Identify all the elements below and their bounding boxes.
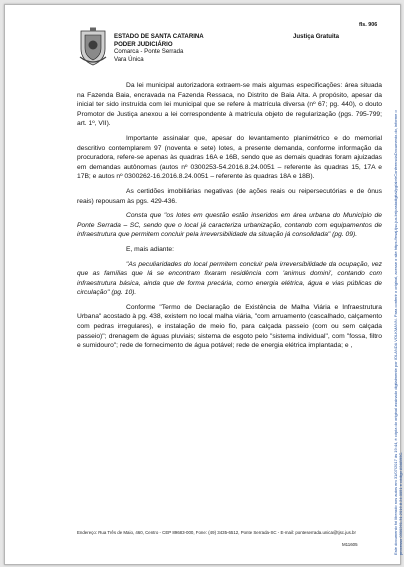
paragraph: Da lei municipal autorizadora extraem-se mais algumas especificações: área situada na Fazenda Baia, encravada na Fazenda Ressaca, no Distrito de Baia Alta. A propósito, apesar da inicial ter sido instruída com lei municipal que se refere à matrícula diversa (nº 67; pg. 440), o douto Promotor de Justiça anexou a lei correspondente à matrícula objeto de regularização (pgs. 795-799; art. 1º, VII). [77, 82, 382, 128]
court-name: Vara Única [114, 55, 144, 63]
judicial-power: PODER JUDICIÁRIO [114, 40, 173, 48]
side-note-text: Este documento foi liberado nos autos em 31/07/2017 às 19:44, é cópia do original assinado digitalmente por IOLANDA VOLKMANN. Para conferir o original, acesse o site https://esaj.tjsc.jus.br/pastadigital/pg/abrirConferenciaDocumento.do, informe o processo 0300261-31.2016.8.24.0051 e código A9AB95C. [393, 110, 404, 555]
district-name: Comarca - Ponte Serrada [114, 48, 184, 56]
paragraph: E, mais adiante: [126, 245, 174, 253]
footer-code: M11605 [342, 542, 358, 547]
quoted-paragraph: "As peculiaridades do local permitem concluir pela irreversibilidade da ocupação, vez que as famílias que lá se encontram fixaram residência com 'animus domini', contando com infraestrutura básica, ainda que de forma precária, como energia elétrica, água e vias públicas de circulação" (pg. 10). [77, 260, 382, 297]
document-page [4, 4, 404, 565]
side-verification-note [385, 105, 404, 555]
sheet-number: fls. 906 [359, 22, 378, 28]
paragraph: As certidões imobiliárias negativas (de ações reais ou reipersecutórias e de ônus reais) repousam às pgs. 429-436. [77, 187, 382, 205]
footer-address: Endereço: Rua Três de Maio, 460, Centro - CEP 89683-000, Fone: (49) 3435-6512, Ponte Serrada-SC - E-mail: ponteserrada.unica@tjsc.jus.br [77, 530, 356, 535]
paragraph: Importante assinalar que, apesar do levantamento planimétrico e do memorial descritivo contemplarem 97 (noventa e sete) lotes, a presente demanda, conforme informação da procuradora, refere-se apenas às quadras 16A e 16B, sendo que as demais quadras foram ajuizadas em demandas autônomas (autos nº 0300253-54.2016.8.24.0051 – referente às quadras 15, 17A e 17B; e autos nº 0300262-16.2016.8.24.0051 – referente às quadras 18A e 18B). [77, 134, 382, 181]
paragraph: Conforme "Termo de Declaração de Existência de Malha Viária e Infraestrutura Urbana" acostado à pg. 438, existem no local malha viária, "com arruamento (cascalhado, calçamento com pedras irregulares), e instalação de meio fio, para calçada passeio (com ou sem calçada passeio)"; drenagem de águas pluviais; sistema de esgoto pelo "sistema individual", com "fossa, filtro e sumidouro"; rede de fornecimento de água potável; rede de energia elétrica implantada; e , [77, 303, 382, 350]
free-justice-label: Justiça Gratuita [293, 33, 340, 40]
document-body [77, 81, 382, 356]
quoted-paragraph: Consta que "os lotes em questão estão inseridos em área urbana do Município de Ponte Serrada – SC, sendo que o local já caracteriza urbanização, contando com equipamentos de infraestrutura que permitem concluir pela irreversibilidade da situação já consolidada" (pg. 09). [77, 212, 382, 239]
state-name: ESTADO DE SANTA CATARINA [114, 33, 204, 40]
state-coat-of-arms-icon [78, 27, 108, 67]
